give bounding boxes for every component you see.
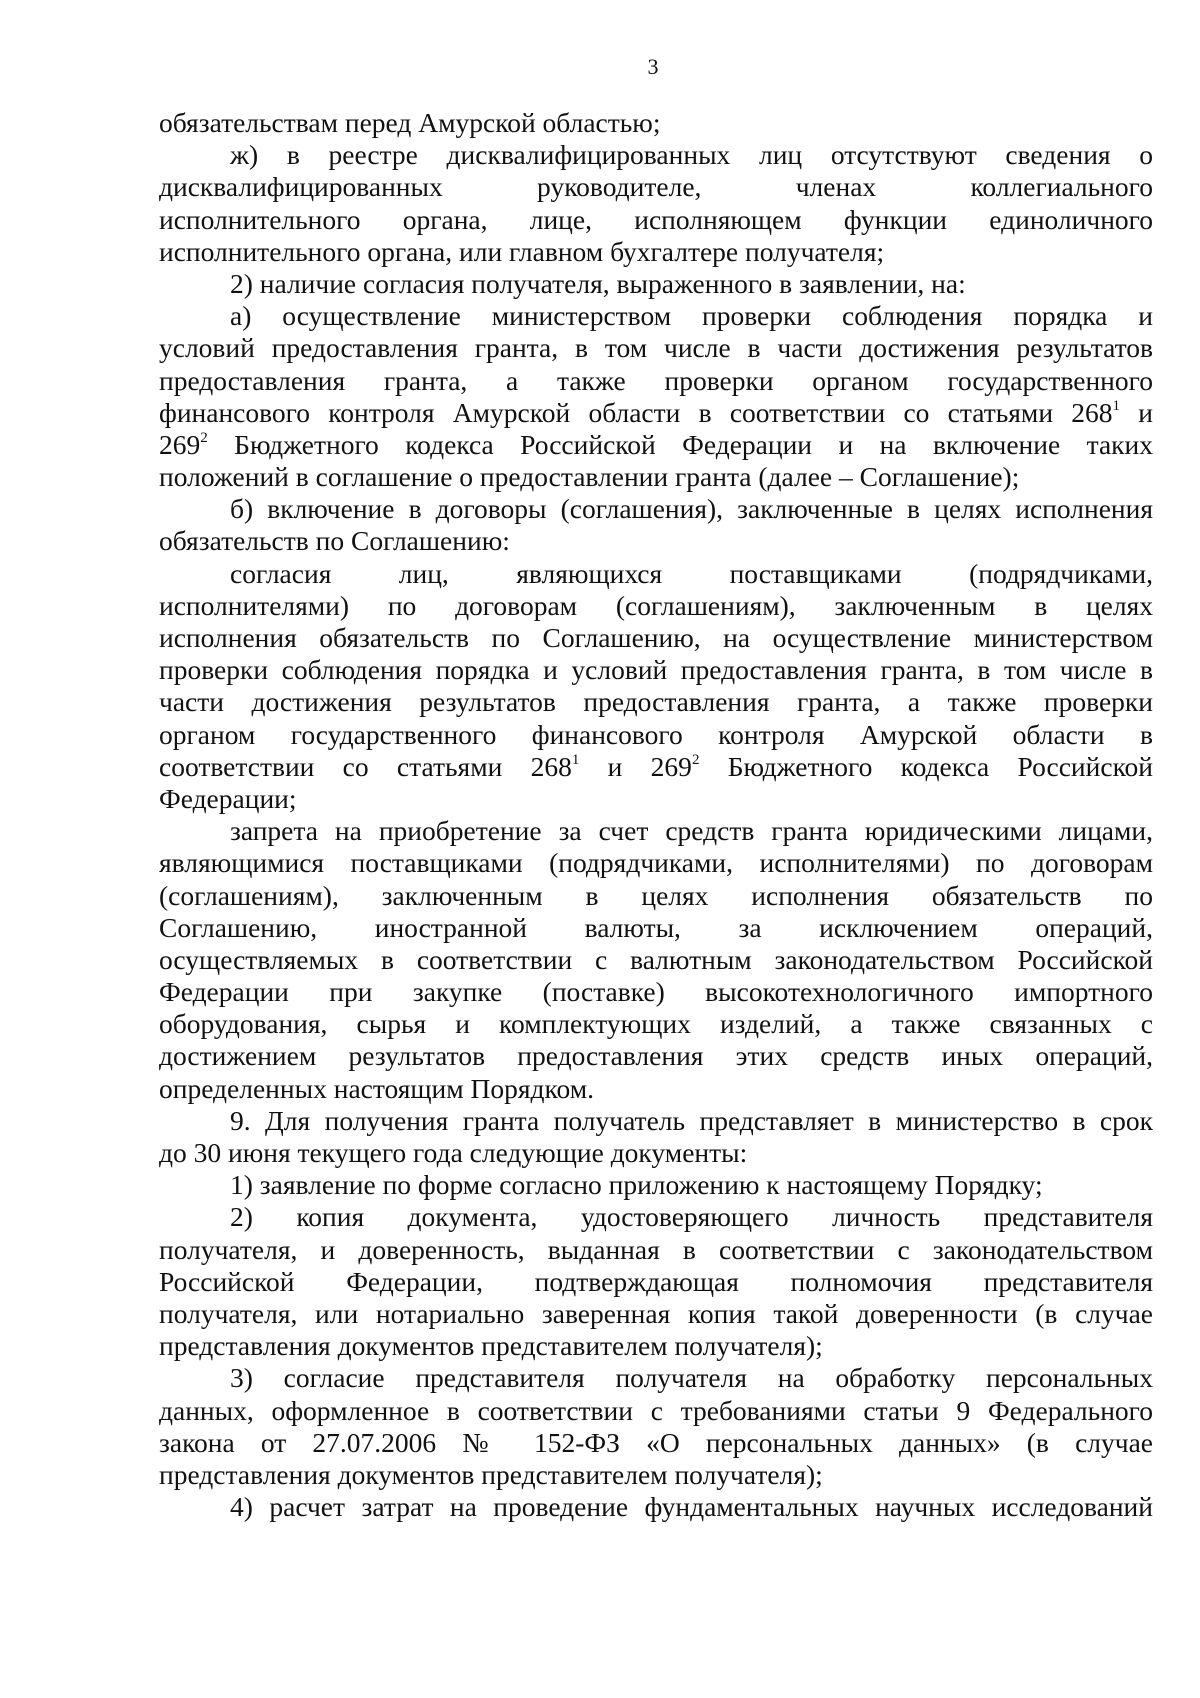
text-line	[159, 880, 1153, 912]
text-line	[159, 236, 1153, 268]
text-line	[159, 1201, 1153, 1233]
text-line	[159, 1234, 1153, 1266]
text-line	[159, 654, 1153, 686]
text-segment: органом государственного финансового контроля Амурской области в	[159, 718, 1153, 750]
text-segment: (соглашениям), заключенным в целях исполнения обязательств по	[159, 879, 1153, 911]
text-segment: обязательствам перед Амурской областью;	[159, 107, 661, 138]
text-line	[159, 493, 1153, 525]
text-line	[159, 944, 1153, 976]
text-line	[159, 686, 1153, 718]
text-segment: и 269	[579, 750, 692, 782]
text-segment: исполнителями) по договорам (соглашениям), заключенным в целях	[159, 589, 1153, 621]
text-line	[159, 525, 1153, 557]
text-line	[159, 1427, 1153, 1459]
text-segment: 269	[159, 428, 201, 460]
text-line	[159, 300, 1153, 332]
text-segment: получателя, и доверенность, выданная в соответствии с законодательством	[159, 1233, 1153, 1265]
text-line	[159, 429, 1153, 461]
text-segment: представления документов представителем получателя);	[159, 1458, 823, 1490]
text-line	[159, 1362, 1153, 1394]
text-segment: Федерации;	[159, 782, 297, 814]
text-segment: Российской Федерации, подтверждающая полномочия представителя	[159, 1265, 1153, 1297]
text-segment: 9. Для получения гранта получатель представляет в министерство в срок	[230, 1104, 1153, 1136]
text-line	[159, 719, 1153, 751]
text-segment: данных, оформленное в соответствии с требованиями статьи 9 Федерального	[159, 1394, 1153, 1426]
text-segment: исполнительного органа, лице, исполняющем функции единоличного	[159, 203, 1153, 235]
text-segment: представления документов представителем получателя);	[159, 1330, 823, 1362]
text-line	[159, 332, 1153, 364]
text-segment: согласия лиц, являющихся поставщиками (подрядчиками,	[230, 557, 1153, 589]
document-body	[159, 107, 1153, 1523]
text-line	[159, 1137, 1153, 1169]
text-segment: финансового контроля Амурской области в соответствии со статьями 268	[159, 396, 1113, 428]
superscript: 2	[200, 429, 208, 446]
text-segment: Соглашению, иностранной валюты, за исключением операций,	[159, 911, 1153, 943]
text-line	[159, 1395, 1153, 1427]
text-line	[159, 590, 1153, 622]
text-line	[159, 1459, 1153, 1491]
text-line	[159, 1330, 1153, 1362]
text-segment: части достижения результатов предоставления гранта, а также проверки	[159, 686, 1153, 718]
text-segment: 2) наличие согласия получателя, выраженного в заявлении, на:	[230, 267, 966, 299]
text-segment: 3) согласие представителя получателя на обработку персональных	[230, 1362, 1153, 1394]
text-line	[159, 397, 1153, 429]
text-segment: и	[1120, 396, 1153, 428]
text-line	[159, 558, 1153, 590]
text-segment: 1) заявление по форме согласно приложению к настоящему Порядку;	[230, 1169, 1043, 1201]
page-number: 3	[647, 54, 659, 79]
text-line	[159, 622, 1153, 654]
text-line	[159, 815, 1153, 847]
text-line	[159, 1491, 1153, 1523]
text-line	[159, 365, 1153, 397]
text-segment: оборудования, сырья и комплектующих изделий, а также связанных с	[159, 1008, 1153, 1040]
text-segment: Бюджетного кодекса Российской	[699, 750, 1153, 782]
text-segment: исполнительного органа, или главном бухгалтере получателя;	[159, 235, 885, 267]
text-line	[159, 1008, 1153, 1040]
text-line	[159, 1169, 1153, 1201]
text-segment: являющимися поставщиками (подрядчиками, исполнителями) по договорам	[159, 847, 1153, 879]
text-segment: ж) в реестре дисквалифицированных лиц отсутствуют сведения о	[230, 139, 1153, 171]
text-segment: запрета на приобретение за счет средств гранта юридическими лицами,	[230, 815, 1153, 847]
text-line	[159, 1298, 1153, 1330]
text-line	[159, 783, 1153, 815]
text-segment: исполнения обязательств по Соглашению, на осуществление министерством	[159, 622, 1153, 653]
text-line	[159, 461, 1153, 493]
text-segment: проверки соблюдения порядка и условий предоставления гранта, в том числе в	[159, 654, 1153, 686]
text-segment: осуществляемых в соответствии с валютным законодательством Российской	[159, 943, 1153, 975]
text-segment: Бюджетного кодекса Российской Федерации и на включение таких	[207, 428, 1153, 460]
text-line	[159, 107, 1153, 139]
text-segment: до 30 июня текущего года следующие документы:	[159, 1137, 748, 1168]
text-segment: закона от 27.07.2006 № 152-ФЗ «О персональных данных» (в случае	[159, 1426, 1153, 1458]
text-line	[159, 751, 1153, 783]
text-line	[159, 268, 1153, 300]
text-line	[159, 912, 1153, 944]
text-segment: обязательств по Соглашению:	[159, 525, 510, 557]
text-segment: б) включение в договоры (соглашения), заключенные в целях исполнения	[230, 493, 1153, 525]
text-line	[159, 1073, 1153, 1105]
text-segment: Федерации при закупке (поставке) высокотехнологичного импортного	[159, 976, 1153, 1008]
text-line	[159, 139, 1153, 171]
text-line	[159, 976, 1153, 1008]
text-line	[159, 1266, 1153, 1298]
text-segment: дисквалифицированных руководителе, членах коллегиального	[159, 171, 1153, 203]
superscript: 1	[1112, 397, 1121, 414]
text-segment: определенных настоящим Порядком.	[159, 1072, 595, 1104]
text-line	[159, 171, 1153, 203]
text-line	[159, 1040, 1153, 1072]
superscript: 2	[691, 751, 700, 768]
text-segment: достижением результатов предоставления этих средств иных операций,	[159, 1040, 1153, 1072]
text-segment: соответствии со статьями 268	[159, 750, 572, 782]
superscript: 1	[571, 751, 580, 768]
text-segment: получателя, или нотариально заверенная копия такой доверенности (в случае	[159, 1297, 1153, 1329]
text-segment: 4) расчет затрат на проведение фундаментальных научных исследований	[230, 1491, 1153, 1523]
text-segment: условий предоставления гранта, в том числе в части достижения результатов	[159, 332, 1153, 364]
text-segment: 2) копия документа, удостоверяющего личность представителя	[230, 1201, 1153, 1233]
text-line	[159, 847, 1153, 879]
text-line	[159, 1105, 1153, 1137]
text-segment: положений в соглашение о предоставлении гранта (далее – Соглашение);	[159, 461, 1020, 493]
text-segment: предоставления гранта, а также проверки органом государственного	[159, 364, 1153, 396]
text-line	[159, 204, 1153, 236]
text-segment: а) осуществление министерством проверки соблюдения порядка и	[230, 300, 1153, 332]
